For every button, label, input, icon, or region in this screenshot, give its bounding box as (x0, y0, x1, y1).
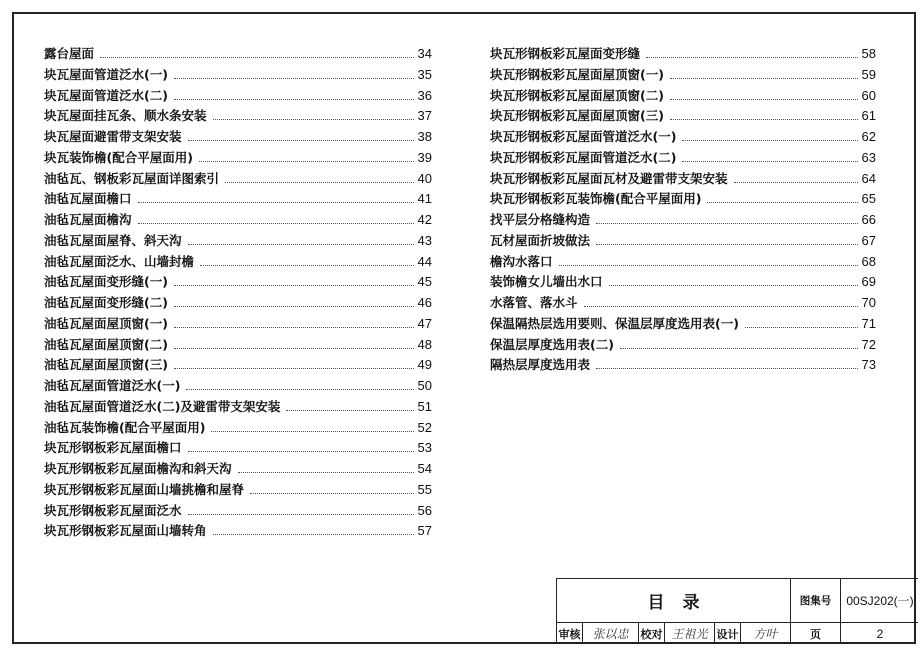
toc-entry-title: 油毡瓦屋面屋顶窗(一) (44, 315, 168, 331)
dot-leader (682, 140, 857, 141)
dot-leader (199, 161, 414, 162)
toc-entry[interactable] (490, 231, 876, 252)
toc-entry-page: 55 (417, 481, 432, 497)
toc-entry[interactable] (44, 335, 432, 356)
toc-entry-title: 块瓦形钢板彩瓦屋面檐口 (44, 440, 182, 456)
toc-entry-title: 块瓦形钢板彩瓦屋面屋顶窗(二) (490, 87, 664, 103)
toc-left-column (44, 44, 432, 542)
atlas-label-cell (791, 579, 841, 622)
toc-entry[interactable] (490, 210, 876, 231)
toc-entry[interactable] (44, 521, 432, 542)
toc-entry[interactable] (44, 355, 432, 376)
dot-leader (174, 99, 414, 100)
toc-entry-page: 69 (861, 274, 876, 290)
design-label: 设计 (716, 627, 739, 641)
toc-entry-page: 68 (861, 253, 876, 269)
dot-leader (186, 389, 413, 390)
dot-leader (188, 140, 414, 141)
toc-entry-page: 37 (417, 108, 432, 124)
toc-entry-title: 块瓦形钢板彩瓦装饰檐(配合平屋面用) (490, 191, 702, 207)
toc-entry[interactable] (490, 44, 876, 65)
toc-entry-title: 油毡瓦屋面管道泛水(一) (44, 378, 181, 393)
toc-entry-page: 48 (417, 336, 432, 352)
toc-entry[interactable] (490, 65, 876, 86)
toc-entry[interactable] (44, 210, 432, 231)
toc-entry[interactable] (490, 148, 876, 169)
dot-leader (174, 368, 414, 369)
toc-entry[interactable] (44, 65, 432, 86)
toc-entry-title: 块瓦形钢板彩瓦屋面变形缝 (490, 46, 641, 61)
toc-entry-page: 72 (861, 336, 876, 352)
toc-entry-page: 54 (417, 461, 432, 476)
page-number: 2 (876, 626, 884, 641)
toc-entry-title: 块瓦装饰檐(配合平屋面用) (44, 149, 193, 165)
design-signature-cell (741, 623, 791, 644)
toc-entry-title: 檐沟水落口 (490, 253, 553, 269)
review-signature: 张以忠 (592, 627, 629, 641)
toc-entry-page: 73 (861, 357, 876, 373)
dot-leader (682, 161, 857, 162)
toc-entry-page: 53 (417, 440, 432, 456)
dot-leader (559, 265, 858, 266)
toc-entry-page: 67 (861, 232, 876, 248)
toc-entry-page: 51 (417, 398, 432, 414)
toc-entry-title: 油毡瓦屋面泛水、山墙封檐 (44, 253, 195, 269)
toc-entry[interactable] (44, 438, 432, 459)
dot-leader (188, 244, 414, 245)
dot-leader (174, 285, 414, 286)
toc-entry[interactable] (44, 169, 432, 190)
dot-leader (670, 119, 858, 120)
dot-leader (174, 306, 414, 307)
dot-leader (584, 306, 858, 307)
toc-entry-page: 35 (417, 66, 432, 82)
toc-entry-title: 块瓦形钢板彩瓦屋面泛水 (44, 502, 182, 518)
toc-entry-title: 油毡瓦屋面檐口 (44, 191, 132, 207)
toc-entry[interactable] (490, 169, 876, 190)
toc-entry-title: 块瓦形钢板彩瓦屋面管道泛水(一) (490, 129, 677, 144)
toc-entry[interactable] (44, 376, 432, 397)
toc-entry-page: 56 (417, 502, 432, 518)
toc-entry-page: 64 (861, 170, 876, 186)
dot-leader (174, 348, 414, 349)
dot-leader (670, 78, 858, 79)
toc-entry-title: 水落管、落水斗 (490, 295, 578, 310)
dot-leader (138, 202, 414, 203)
toc-entry-page: 46 (417, 295, 432, 310)
title-block (556, 578, 918, 644)
toc-entry-page: 58 (861, 46, 876, 61)
toc-entry-page: 62 (861, 129, 876, 144)
toc-entry[interactable] (490, 272, 876, 293)
sheet-title: 目录 (647, 593, 718, 613)
toc-entry-page: 39 (417, 149, 432, 165)
toc-entry-page: 45 (417, 274, 432, 290)
toc-entry-title: 油毡瓦屋面屋顶窗(三) (44, 357, 168, 373)
toc-entry[interactable] (44, 127, 432, 148)
dot-leader (174, 327, 414, 328)
dot-leader (670, 99, 858, 100)
toc-entry[interactable] (44, 501, 432, 522)
toc-entry-page: 60 (861, 87, 876, 103)
page-number-cell (841, 623, 919, 644)
atlas-number-cell (841, 579, 919, 622)
toc-entry[interactable] (490, 355, 876, 376)
dot-leader (620, 348, 858, 349)
toc-entry-title: 块瓦屋面管道泛水(二) (44, 87, 168, 103)
toc-entry-page: 59 (861, 66, 876, 82)
toc-entry-title: 露台屋面 (44, 46, 95, 61)
title-block-bottom-row (557, 623, 918, 644)
toc-entry-title: 保温层厚度选用表(二) (490, 336, 614, 352)
toc-entry-title: 油毡瓦屋面屋脊、斜天沟 (44, 232, 182, 248)
toc-entry-title: 油毡瓦屋面檐沟 (44, 212, 132, 227)
dot-leader (238, 472, 414, 473)
dot-leader (609, 285, 858, 286)
toc-entry-title: 块瓦屋面管道泛水(一) (44, 66, 168, 82)
toc-entry-page: 42 (417, 212, 432, 227)
toc-entry-title: 油毡瓦屋面变形缝(二) (44, 295, 168, 310)
toc-entry-title: 保温隔热层选用要则、保温层厚度选用表(一) (490, 315, 739, 331)
dot-leader (213, 119, 414, 120)
design-label-cell (715, 623, 741, 644)
toc-entry-page: 49 (417, 357, 432, 373)
dot-leader (596, 368, 858, 369)
toc-entry-page: 38 (417, 129, 432, 144)
toc-entry-page: 65 (861, 191, 876, 207)
toc-entry-page: 61 (861, 108, 876, 124)
toc-entry-title: 块瓦形钢板彩瓦屋面屋顶窗(一) (490, 66, 664, 82)
toc-entry[interactable] (490, 189, 876, 210)
toc-entry-title: 油毡瓦、钢板彩瓦屋面详图索引 (44, 170, 220, 186)
check-label-cell (639, 623, 665, 644)
dot-leader (100, 57, 414, 58)
dot-leader (646, 57, 858, 58)
dot-leader (596, 223, 858, 224)
toc-entry-title: 油毡瓦屋面变形缝(一) (44, 274, 168, 290)
toc-entry-title: 块瓦形钢板彩瓦屋面檐沟和斜天沟 (44, 461, 232, 476)
toc-entry-page: 44 (417, 253, 432, 269)
toc-entry[interactable] (44, 148, 432, 169)
toc-entry[interactable] (44, 480, 432, 501)
toc-entry[interactable] (490, 314, 876, 335)
toc-entry[interactable] (490, 127, 876, 148)
toc-entry-title: 块瓦形钢板彩瓦屋面屋顶窗(三) (490, 108, 664, 124)
toc-entry[interactable] (44, 272, 432, 293)
toc-entry[interactable] (44, 252, 432, 273)
dot-leader (745, 327, 858, 328)
title-block-top-row (557, 579, 918, 623)
toc-entry[interactable] (490, 86, 876, 107)
dot-leader (286, 410, 413, 411)
toc-entry-title: 油毡瓦装饰檐(配合平屋面用) (44, 419, 206, 435)
toc-entry-page: 40 (417, 170, 432, 186)
dot-leader (138, 223, 414, 224)
toc-entry-title: 块瓦形钢板彩瓦屋面瓦材及避雷带支架安装 (490, 170, 728, 186)
toc-entry[interactable] (490, 106, 876, 127)
review-signature-cell (583, 623, 639, 644)
toc-entry-title: 找平层分格缝构造 (490, 212, 591, 227)
toc-entry-page: 50 (417, 378, 432, 393)
title-cell (557, 579, 791, 622)
dot-leader (225, 182, 414, 183)
toc-entry[interactable] (44, 231, 432, 252)
toc-entry-title: 块瓦形钢板彩瓦屋面管道泛水(二) (490, 149, 677, 165)
dot-leader (211, 431, 413, 432)
check-signature: 王祖光 (671, 627, 708, 641)
check-label: 校对 (640, 627, 663, 641)
dot-leader (174, 78, 414, 79)
toc-entry[interactable] (44, 293, 432, 314)
toc-entry-title: 装饰檐女儿墙出水口 (490, 274, 603, 290)
toc-entry-title: 块瓦形钢板彩瓦屋面山墙挑檐和屋脊 (44, 481, 245, 497)
toc-entry-page: 47 (417, 315, 432, 331)
page-label: 页 (810, 627, 821, 641)
toc-entry-title: 油毡瓦屋面管道泛水(二)及避雷带支架安装 (44, 398, 281, 414)
toc-entry-title: 块瓦屋面挂瓦条、顺水条安装 (44, 108, 207, 124)
toc-entry[interactable] (44, 397, 432, 418)
check-signature-cell (665, 623, 715, 644)
toc-entry-page: 52 (417, 419, 432, 435)
toc-entry-title: 块瓦形钢板彩瓦屋面山墙转角 (44, 523, 207, 539)
atlas-number: 00SJ202(一) (846, 594, 914, 608)
toc-entry[interactable] (44, 418, 432, 439)
dot-leader (213, 534, 414, 535)
dot-leader (188, 514, 414, 515)
dot-leader (734, 182, 858, 183)
toc-entry-title: 瓦材屋面折坡做法 (490, 232, 591, 248)
toc-entry-page: 70 (861, 295, 876, 310)
dot-leader (188, 451, 414, 452)
toc-entry[interactable] (44, 86, 432, 107)
review-label-cell (557, 623, 583, 644)
page-label-cell (791, 623, 841, 644)
toc-entry-page: 66 (861, 212, 876, 227)
toc-entry-page: 71 (861, 315, 876, 331)
dot-leader (596, 244, 858, 245)
toc-entry[interactable] (44, 314, 432, 335)
toc-right-column (490, 44, 876, 376)
dot-leader (200, 265, 414, 266)
design-signature: 方叶 (753, 627, 778, 641)
toc-entry-page: 34 (417, 46, 432, 61)
dot-leader (250, 493, 414, 494)
toc-entry[interactable] (44, 44, 432, 65)
toc-entry[interactable] (44, 106, 432, 127)
toc-entry[interactable] (44, 459, 432, 480)
toc-entry-page: 63 (861, 149, 876, 165)
toc-entry-title: 隔热层厚度选用表 (490, 357, 591, 373)
review-label: 审核 (558, 627, 581, 641)
toc-entry[interactable] (490, 293, 876, 314)
toc-entry-page: 57 (417, 523, 432, 539)
toc-entry[interactable] (44, 189, 432, 210)
toc-entry-page: 36 (417, 87, 432, 103)
toc-entry-page: 41 (417, 191, 432, 207)
dot-leader (707, 202, 857, 203)
atlas-label: 图集号 (799, 595, 832, 607)
toc-entry-title: 油毡瓦屋面屋顶窗(二) (44, 336, 168, 352)
toc-entry-title: 块瓦屋面避雷带支架安装 (44, 129, 182, 144)
toc-entry-page: 43 (417, 232, 432, 248)
toc-entry[interactable] (490, 252, 876, 273)
toc-entry[interactable] (490, 335, 876, 356)
